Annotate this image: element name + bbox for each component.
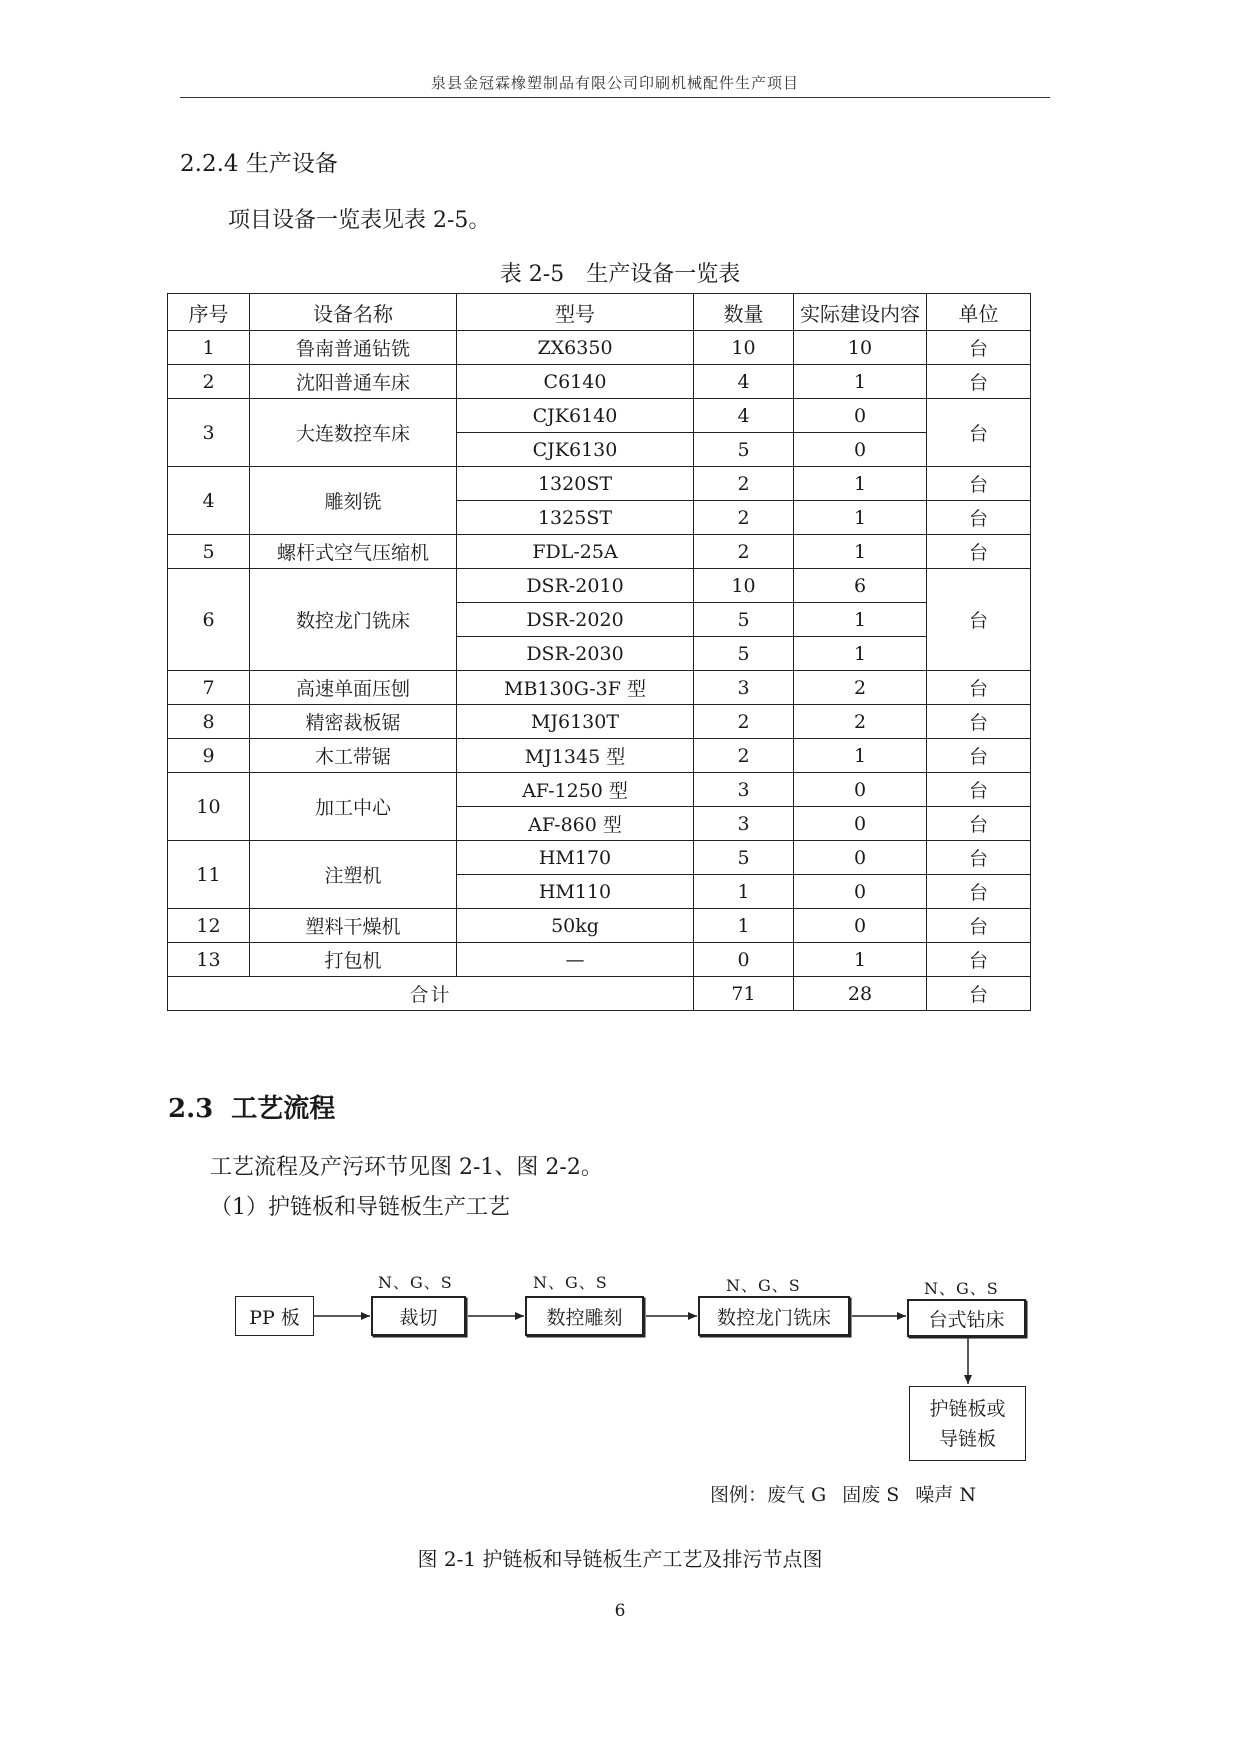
cell-actual: 10: [794, 331, 927, 365]
cell-qty: 2: [694, 705, 794, 739]
section-number: 2.2.4: [180, 151, 239, 177]
cell-qty: 1: [694, 909, 794, 943]
legend-item-gas: 废气 G: [767, 1484, 827, 1506]
cell-name: 打包机: [250, 943, 457, 977]
cell-actual: 2: [794, 671, 927, 705]
cell-actual: 0: [794, 841, 927, 875]
cell-actual: 1: [794, 535, 927, 569]
cell-name: 高速单面压刨: [250, 671, 457, 705]
cell-unit: 台: [927, 569, 1031, 671]
cell-unit: 台: [927, 807, 1031, 841]
cell-unit: 台: [927, 535, 1031, 569]
cell-actual: 0: [794, 433, 927, 467]
cell-actual: 0: [794, 807, 927, 841]
cell-name: 鲁南普通钻铣: [250, 331, 457, 365]
cell-name: 塑料干燥机: [250, 909, 457, 943]
cell-no: 1: [168, 331, 250, 365]
cell-qty: 3: [694, 773, 794, 807]
cell-unit: 台: [927, 909, 1031, 943]
cell-qty: 2: [694, 467, 794, 501]
cell-no: 2: [168, 365, 250, 399]
process-subheading: （1）护链板和导链板生产工艺: [210, 1195, 510, 1220]
col-header-model: 型号: [457, 294, 694, 331]
col-header-qty: 数量: [694, 294, 794, 331]
cell-qty: 2: [694, 739, 794, 773]
cell-model: C6140: [457, 365, 694, 399]
cell-model: MB130G-3F 型: [457, 671, 694, 705]
cell-qty: 3: [694, 807, 794, 841]
cell-no: 11: [168, 841, 250, 909]
cell-qty: 3: [694, 671, 794, 705]
cell-actual: 1: [794, 467, 927, 501]
cell-qty: 1: [694, 875, 794, 909]
col-header-name: 设备名称: [250, 294, 457, 331]
cell-actual: 0: [794, 773, 927, 807]
cell-unit: 台: [927, 501, 1031, 535]
cell-qty: 5: [694, 603, 794, 637]
cell-name: 注塑机: [250, 841, 457, 909]
pollutant-label-drill: N、G、S: [924, 1279, 999, 1298]
cell-model: CJK6130: [457, 433, 694, 467]
pollutant-label-engrave: N、G、S: [533, 1273, 608, 1292]
col-header-no: 序号: [168, 294, 250, 331]
page-number: 6: [614, 1601, 626, 1621]
running-header: 泉县金冠霖橡塑制品有限公司印刷机械配件生产项目: [430, 74, 799, 92]
cell-name: 螺杆式空气压缩机: [250, 535, 457, 569]
product-line-1: 护链板或: [929, 1397, 1006, 1420]
cell-actual: 0: [794, 399, 927, 433]
legend-item-solid: 固废 S: [842, 1484, 900, 1506]
flow-node-start: PP 板: [235, 1296, 314, 1336]
cell-name: 加工中心: [250, 773, 457, 841]
table-caption: 表 2-5 生产设备一览表: [499, 262, 741, 287]
cell-model: 1320ST: [457, 467, 694, 501]
cell-model: 1325ST: [457, 501, 694, 535]
cell-name: 雕刻铣: [250, 467, 457, 535]
cell-qty: 2: [694, 535, 794, 569]
cell-no: 4: [168, 467, 250, 535]
flow-node-gantry-mill: 数控龙门铣床: [698, 1296, 850, 1336]
cell-model: 50kg: [457, 909, 694, 943]
cell-qty: 5: [694, 637, 794, 671]
cell-qty: 0: [694, 943, 794, 977]
section-title: 工艺流程: [231, 1094, 336, 1124]
process-intro-paragraph: 工艺流程及产污环节见图 2-1、图 2-2。: [210, 1155, 603, 1180]
cell-actual: 1: [794, 501, 927, 535]
cell-qty: 4: [694, 365, 794, 399]
cell-model: CJK6140: [457, 399, 694, 433]
product-line-2: 导链板: [938, 1427, 996, 1450]
cell-unit: 台: [927, 331, 1031, 365]
flow-node-cut: 裁切: [371, 1296, 466, 1336]
cell-qty: 10: [694, 331, 794, 365]
flow-node-drill: 台式钻床: [907, 1299, 1026, 1337]
total-actual: 28: [794, 977, 927, 1011]
cell-no: 7: [168, 671, 250, 705]
cell-model: FDL-25A: [457, 535, 694, 569]
flow-node-engrave: 数控雕刻: [525, 1296, 644, 1336]
cell-no: 8: [168, 705, 250, 739]
legend: [710, 1480, 976, 1507]
cell-model: DSR-2020: [457, 603, 694, 637]
cell-model: DSR-2030: [457, 637, 694, 671]
pollutant-label-cut: N、G、S: [378, 1273, 453, 1292]
cell-no: 9: [168, 739, 250, 773]
cell-actual: 1: [794, 739, 927, 773]
cell-unit: 台: [927, 875, 1031, 909]
cell-model: —: [457, 943, 694, 977]
cell-model: AF-1250 型: [457, 773, 694, 807]
cell-no: 5: [168, 535, 250, 569]
cell-model: HM170: [457, 841, 694, 875]
cell-name: 精密裁板锯: [250, 705, 457, 739]
cell-actual: 0: [794, 875, 927, 909]
cell-actual: 2: [794, 705, 927, 739]
cell-unit: 台: [927, 671, 1031, 705]
total-unit: 台: [927, 977, 1031, 1011]
cell-actual: 1: [794, 943, 927, 977]
pollutant-label-gantry-mill: N、G、S: [726, 1276, 801, 1295]
cell-model: DSR-2010: [457, 569, 694, 603]
cell-model: ZX6350: [457, 331, 694, 365]
table-intro-paragraph: 项目设备一览表见表 2-5。: [228, 208, 491, 233]
cell-actual: 1: [794, 365, 927, 399]
flow-node-product: [909, 1386, 1026, 1461]
cell-unit: 台: [927, 773, 1031, 807]
cell-model: MJ6130T: [457, 705, 694, 739]
legend-item-noise: 噪声 N: [915, 1484, 976, 1506]
total-label: 合计: [168, 977, 694, 1011]
cell-qty: 5: [694, 841, 794, 875]
cell-unit: 台: [927, 943, 1031, 977]
cell-actual: 6: [794, 569, 927, 603]
cell-qty: 5: [694, 433, 794, 467]
col-header-actual: 实际建设内容: [794, 294, 927, 331]
cell-qty: 10: [694, 569, 794, 603]
cell-unit: 台: [927, 705, 1031, 739]
cell-no: 12: [168, 909, 250, 943]
cell-actual: 1: [794, 637, 927, 671]
cell-unit: 台: [927, 365, 1031, 399]
cell-qty: 4: [694, 399, 794, 433]
cell-model: AF-860 型: [457, 807, 694, 841]
cell-actual: 0: [794, 909, 927, 943]
cell-no: 6: [168, 569, 250, 671]
cell-name: 数控龙门铣床: [250, 569, 457, 671]
cell-name: 沈阳普通车床: [250, 365, 457, 399]
figure-caption: 图 2-1 护链板和导链板生产工艺及排污节点图: [417, 1547, 823, 1571]
cell-name: 大连数控车床: [250, 399, 457, 467]
legend-prefix: 图例：: [710, 1484, 768, 1506]
cell-actual: 1: [794, 603, 927, 637]
cell-unit: 台: [927, 399, 1031, 467]
cell-unit: 台: [927, 841, 1031, 875]
cell-unit: 台: [927, 467, 1031, 501]
total-qty: 71: [694, 977, 794, 1011]
cell-name: 木工带锯: [250, 739, 457, 773]
cell-no: 10: [168, 773, 250, 841]
cell-qty: 2: [694, 501, 794, 535]
cell-no: 3: [168, 399, 250, 467]
col-header-unit: 单位: [927, 294, 1031, 331]
section-number: 2.3: [168, 1094, 214, 1124]
section-title: 生产设备: [245, 151, 338, 177]
cell-model: MJ1345 型: [457, 739, 694, 773]
cell-no: 13: [168, 943, 250, 977]
cell-unit: 台: [927, 739, 1031, 773]
cell-model: HM110: [457, 875, 694, 909]
